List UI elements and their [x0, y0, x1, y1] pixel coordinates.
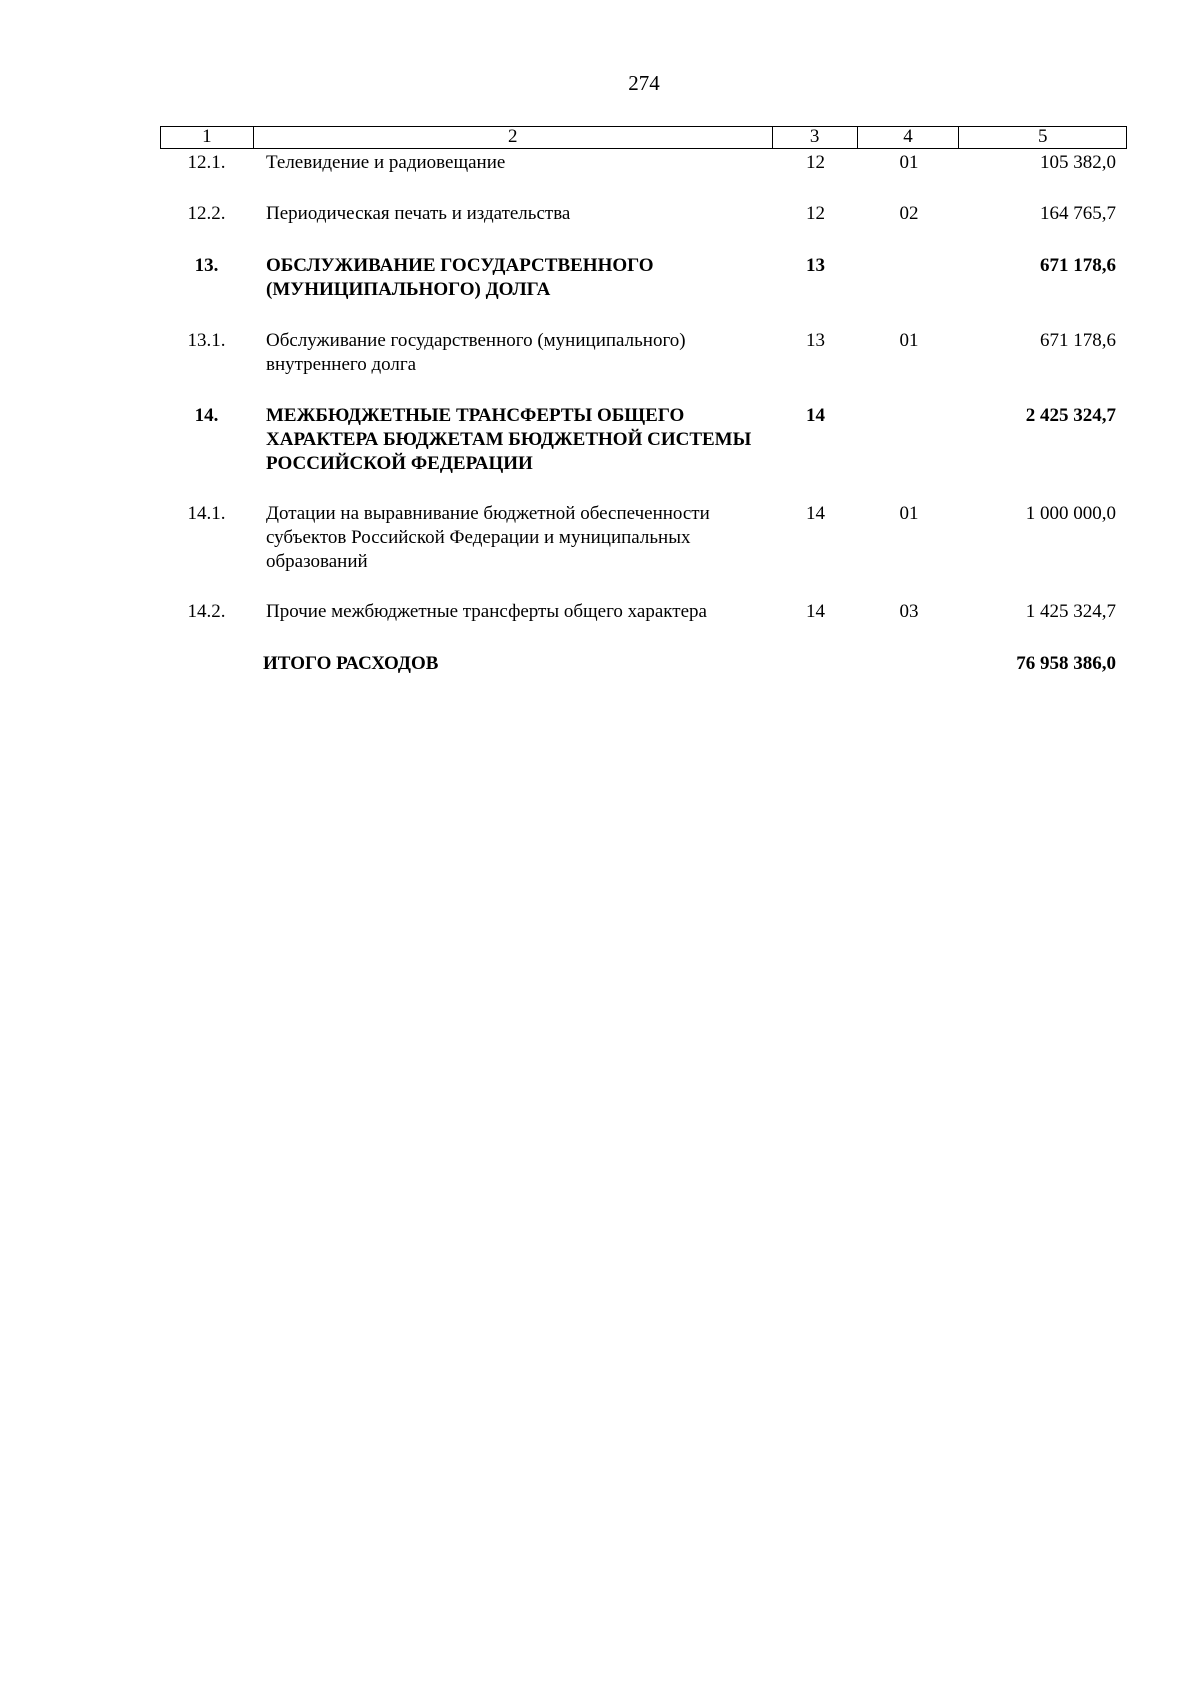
table-row-section — [160, 254, 1127, 302]
row-number: 14.1. — [187, 503, 226, 524]
row-section: 13 — [806, 330, 825, 351]
header-col-3: 3 — [773, 127, 858, 148]
row-section: 14 — [806, 601, 825, 622]
row-amount: 1 000 000,0 — [1025, 503, 1116, 524]
row-number: 12.1. — [187, 152, 226, 173]
total-label: ИТОГО РАСХОДОВ — [263, 653, 439, 674]
row-subsection: 01 — [899, 330, 919, 351]
table-row — [160, 202, 1127, 226]
row-subsection: 01 — [899, 152, 919, 173]
total-row — [160, 652, 1127, 676]
row-amount: 671 178,6 — [1040, 330, 1116, 351]
header-col-4: 4 — [858, 127, 960, 148]
row-amount: 2 425 324,7 — [1025, 405, 1116, 426]
row-name: Телевидение и радиовещание — [266, 152, 506, 173]
table-row — [160, 600, 1127, 624]
row-subsection — [858, 254, 960, 302]
row-number: 14. — [194, 405, 219, 426]
row-name: МЕЖБЮДЖЕТНЫЕ ТРАНСФЕРТЫ ОБЩЕГО ХАРАКТЕРА БЮДЖЕТАМ БЮДЖЕТНОЙ СИСТЕМЫ РОССИЙСКОЙ ФЕДЕРАЦИИ — [266, 405, 752, 474]
row-section: 13 — [806, 255, 825, 276]
header-col-2: 2 — [254, 127, 773, 148]
row-number: 13. — [194, 255, 219, 276]
row-amount: 105 382,0 — [1040, 152, 1116, 173]
row-number: 13.1. — [187, 330, 226, 351]
table-row — [160, 329, 1127, 377]
header-col-1: 1 — [161, 127, 254, 148]
table-row — [160, 151, 1127, 175]
header-col-5: 5 — [1037, 126, 1048, 147]
row-name: Обслуживание государственного (муниципального) внутреннего долга — [266, 330, 686, 375]
total-amount: 76 958 386,0 — [1016, 653, 1116, 674]
row-amount: 671 178,6 — [1040, 255, 1116, 276]
page-number: 274 — [628, 71, 660, 95]
row-amount: 164 765,7 — [1040, 203, 1116, 224]
row-name: Дотации на выравнивание бюджетной обеспеченности субъектов Российской Федерации и муниципальных образований — [266, 503, 710, 572]
row-section: 14 — [806, 503, 825, 524]
row-number: 12.2. — [187, 203, 226, 224]
table-header — [160, 126, 1127, 149]
row-subsection: 02 — [899, 203, 919, 224]
row-section: 14 — [806, 405, 825, 426]
row-amount: 1 425 324,7 — [1025, 601, 1116, 622]
row-section: 12 — [806, 203, 825, 224]
table-row-section — [160, 404, 1127, 476]
row-subsection: 03 — [899, 601, 919, 622]
row-number: 14.2. — [187, 601, 226, 622]
table-row — [160, 502, 1127, 574]
row-name: Периодическая печать и издательства — [266, 203, 571, 224]
row-subsection — [858, 404, 960, 476]
row-subsection: 01 — [899, 503, 919, 524]
row-name: ОБСЛУЖИВАНИЕ ГОСУДАРСТВЕННОГО (МУНИЦИПАЛЬНОГО) ДОЛГА — [266, 255, 654, 300]
row-name: Прочие межбюджетные трансферты общего характера — [266, 601, 707, 622]
row-section: 12 — [806, 152, 825, 173]
